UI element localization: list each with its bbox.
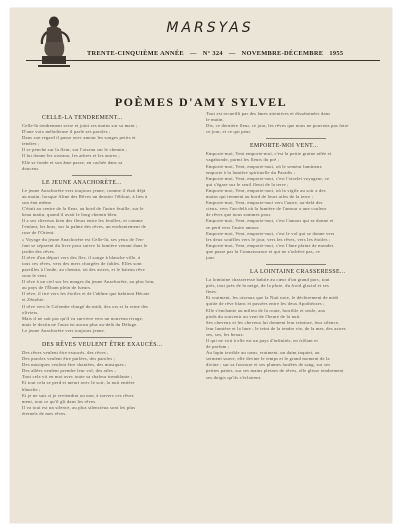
text-line: tous ces rêves, vers des mers chargées de fables. Elles sont xyxy=(22,260,142,266)
text-line: Au lapin terrible au cœur, vraiment, un daim inquiet, au xyxy=(206,350,320,356)
poems-heading: POÈMES D'AMY SYLVEL xyxy=(114,95,288,109)
issue-sep-1: — xyxy=(189,50,197,57)
text-line: Le jeune Anachorète vers toujours jeune, comme il était déjà xyxy=(22,187,146,193)
masthead xyxy=(10,8,392,66)
text-line: au pays de l'Ébam plein de lueurs. xyxy=(22,285,92,291)
text-line: Tout est recueilli par des âmes attentives et disséminées dans xyxy=(206,111,331,116)
issue-line xyxy=(87,50,377,57)
text-line: Tout cela vit en moi avec toute sa chaleur tremblante ; xyxy=(22,374,133,380)
text-line: Il rêve, il tire vers les étoiles et de l'abîme que habitent Hécate xyxy=(22,291,150,297)
text-line: vagabonde, parmi les fleurs du pré ; xyxy=(206,157,280,163)
text-line: Des musiques veulent être chantées, des musiques ; xyxy=(22,362,127,368)
text-line: Emporte-moi, Vent, emporte-moi vers l'autre, au-delà des xyxy=(206,200,323,206)
text-line: Emporte-moi, Vent, emporte-moi, c'est l'âme plaine de mondes xyxy=(206,242,334,248)
text-line: Il rêve d'un départ vers des îles, il songe à blanche ville, à xyxy=(22,254,141,260)
issue-number: N° 324 xyxy=(202,50,223,57)
text-line: oliviers. xyxy=(22,309,39,315)
text-line: petites pattes, sur ses mains pleines de rêves, elle glisse tendrement xyxy=(206,368,344,374)
text-line: Il va tout est un silence, au plus silencieux sont les plus xyxy=(22,404,136,410)
text-line: Elle s'enchante au milieu de la route, horrible et seule, aux xyxy=(206,307,326,313)
section-divider xyxy=(72,337,132,338)
text-line: fant se séparent du livre pour suivre la lumière venant dans le xyxy=(22,242,148,248)
issue-date: 1955 xyxy=(329,50,344,57)
section-title: LE JEUNE ANACHORÈTE... xyxy=(42,179,122,186)
text-line: que passe par la Connaissance et qui ne s'achève pas, ce xyxy=(206,248,320,254)
left-column xyxy=(22,111,194,417)
right-column xyxy=(206,111,378,381)
text-line: Emporte-moi, Vent, emporte-moi, c'est l'amour qui se donne et xyxy=(206,218,334,224)
text-line: beau matin, quand il avait le long chemin bleu. xyxy=(22,212,118,218)
text-line: ses doigts qu'ils s'éclairent. xyxy=(206,374,262,380)
text-line: pareilles à l'onde, au chemin, où des astres, et le bateau rêve xyxy=(22,266,145,272)
section-title: LA LOINTAINE CRASSERESSE... xyxy=(250,269,346,276)
text-line: jardin des rêves. xyxy=(22,248,56,254)
text-line: Dis, ce dernière fleur, ce jour, les rêves que nous ne pouvons pas faire xyxy=(206,123,349,129)
text-line: Emporte-moi, Vent, emporte-moi, où la vigile au soir a des xyxy=(206,187,326,193)
text-line: sous le vent. xyxy=(22,273,48,279)
text-line: rose de l'Orient. xyxy=(22,230,55,236)
text-line: Celle-là tendrement serre et joint ses mains sur sa main ; xyxy=(22,123,138,128)
text-line: tendres ; xyxy=(22,141,40,147)
text-line: blanche ; xyxy=(22,386,41,392)
section-divider xyxy=(266,138,326,139)
text-line: Des paroles veulent être parlées, des paroles ; xyxy=(22,356,116,362)
section-divider xyxy=(266,264,326,265)
text-line: mais le destin ne l'aura en aucun plus au-delà du Déluge. xyxy=(22,321,138,327)
text-line: Et je ne sais si je reviendrai ou non, à travers ces rêves xyxy=(22,392,134,398)
text-line: Il a ses cheveux bien des fleurs entre les feuilles, et comme xyxy=(22,218,143,224)
text-line: Le jeune Anachorète vers toujours jeune. xyxy=(22,327,106,333)
text-line: et Zénobie. xyxy=(22,297,45,303)
text-line: Emporte-moi, Vent emporte-moi, c'est la petite graine ailée et xyxy=(206,151,332,157)
text-line: Ses cheveux et les cheveux lui donnent leur teinture, leur silence, xyxy=(206,319,340,325)
text-line: de parfum ; xyxy=(206,344,230,350)
text-line: son état même. xyxy=(22,199,53,205)
issue-year: TRENTE-CINQUIÈME ANNÉE xyxy=(87,50,184,57)
masthead-rule xyxy=(26,60,380,61)
text-line: Il qui ne voit à elle est un pays d'infinités, en frôlant et xyxy=(206,338,318,343)
text-line: Et tout cela se perd et meurt avec le soir, la nuit entière xyxy=(22,380,135,386)
section-title: EMPORTE-MOI VENT... xyxy=(250,143,319,150)
section-divider xyxy=(72,175,132,176)
text-line: « Voyage du jeune Anachorète est Celle-là, ses yeux de l'en- xyxy=(22,236,145,242)
text-line: Des rêves veulent être exaucés, des rêves ; xyxy=(22,350,109,355)
text-line: ses, ses, les beaux. xyxy=(206,331,245,337)
issue-months: NOVEMBRE-DÉCEMBRE xyxy=(241,50,324,57)
magazine-page xyxy=(10,8,392,523)
text-line: l'enfant, les bras, sur la palme des rêves, un enchantement de xyxy=(22,224,147,230)
text-line: La lointaine chasseresse habite au cœur d'un grand parc, tout xyxy=(206,277,330,283)
text-line: Il rêve à un ciel sur les nuages du jeune Anachorète, au plus loin, xyxy=(22,279,155,285)
text-line: Il rêve vers le Colombe chargé du midi, des ors et la reine des xyxy=(22,303,149,309)
text-line: douceur. xyxy=(22,165,40,171)
text-line: Mais il ne sait pas qu'il va survivre vers un nouveau rivage, xyxy=(22,315,144,321)
text-line: quitte de rêve blanc et passées entre les deux Apothéoses ; xyxy=(206,301,325,307)
text-line: Dans son regard il passe avec amour les songes petits et xyxy=(22,135,136,141)
section-title: DES RÊVES VEULENT ÊTRE EXAUCÉS... xyxy=(42,342,163,348)
text-line: qui s'égare sur le seuil fleuri de la terre ; xyxy=(206,181,289,187)
text-line: divine ; sur sa fourrure et ses plumes fardées de sang, sur ses xyxy=(206,362,331,368)
section-title: CELLE-LA TENDREMENT... xyxy=(42,115,123,121)
text-line: ce jour, et ce qui peut. xyxy=(206,129,252,135)
text-line: se perd vers l'autre amour. xyxy=(206,224,260,230)
text-line: emporte à la lumière spirituelle du Paradis ; xyxy=(206,169,296,175)
text-line: Des allées veulent prendre leur vol, des ailes ; xyxy=(22,368,116,374)
text-line: Elle se fonde et son âme passe, en cachée dans sa xyxy=(22,159,123,165)
text-line: leur lumière et la lune ; le teint de la tendre vie, de la mer, des astres xyxy=(206,325,346,331)
magazine-title: MARSYAS xyxy=(166,20,254,36)
text-line: éternels de mes rêves. xyxy=(22,410,67,416)
text-line: cieux, vers l'au-delà où la lumière de l'amour a une couleur xyxy=(206,206,327,212)
text-line: serment suave, elle devine le temps et le grand moment de la xyxy=(206,356,330,362)
text-line: mains qui tiennent au bord de leurs ailes de la terre ; xyxy=(206,194,314,200)
text-line: fines. xyxy=(206,289,218,295)
text-line: les deux souffles vers le jour, vers les rêves, vers les étoiles ; xyxy=(206,236,331,242)
text-line: près, tout près de la neige, de la pluie, du froid glacial et ses xyxy=(206,283,329,289)
issue-sep-2: — xyxy=(228,50,236,57)
text-line: Emporte-moi, Vent, emporte-moi, c'est le vol qui se donne vers xyxy=(206,230,335,236)
text-line: au matin, lorsque Aline des Rêves un dernier l'ébloui, à lieu à xyxy=(22,193,148,199)
text-line: pieds du souvenir au vent de l'heure de la nuit. xyxy=(206,313,301,319)
text-line: jour. xyxy=(206,254,216,260)
text-line: Emporte-moi, Vent, emporte-moi, c'est l'oiselet voyageur, ce xyxy=(206,175,330,181)
text-line: le matin. xyxy=(206,117,224,123)
text-line: de rêves que nous sommes pour. xyxy=(206,212,272,218)
text-line: Emporte-moi, Vent, emporte-moi, où le semeur lumineux xyxy=(206,163,323,169)
text-line: Et vraiment, les oiseaux que la Nuit noie, le déchirement de midi xyxy=(206,295,339,301)
text-line: ment, tout ce qu'il gît dans les rêves. xyxy=(22,398,97,404)
text-line: C'était au centre de la fleur, au bord de l'autre feuille, sur le xyxy=(22,206,144,212)
text-line: Il lui donne les oiseaux, les arbres et les autres ; xyxy=(22,153,121,159)
text-line: D'une voix mélodieuse il parle ses paroles ; xyxy=(22,129,111,135)
text-line: Il se penche sur la fleur, sur l'oiseau sur le chemin ; xyxy=(22,147,128,153)
